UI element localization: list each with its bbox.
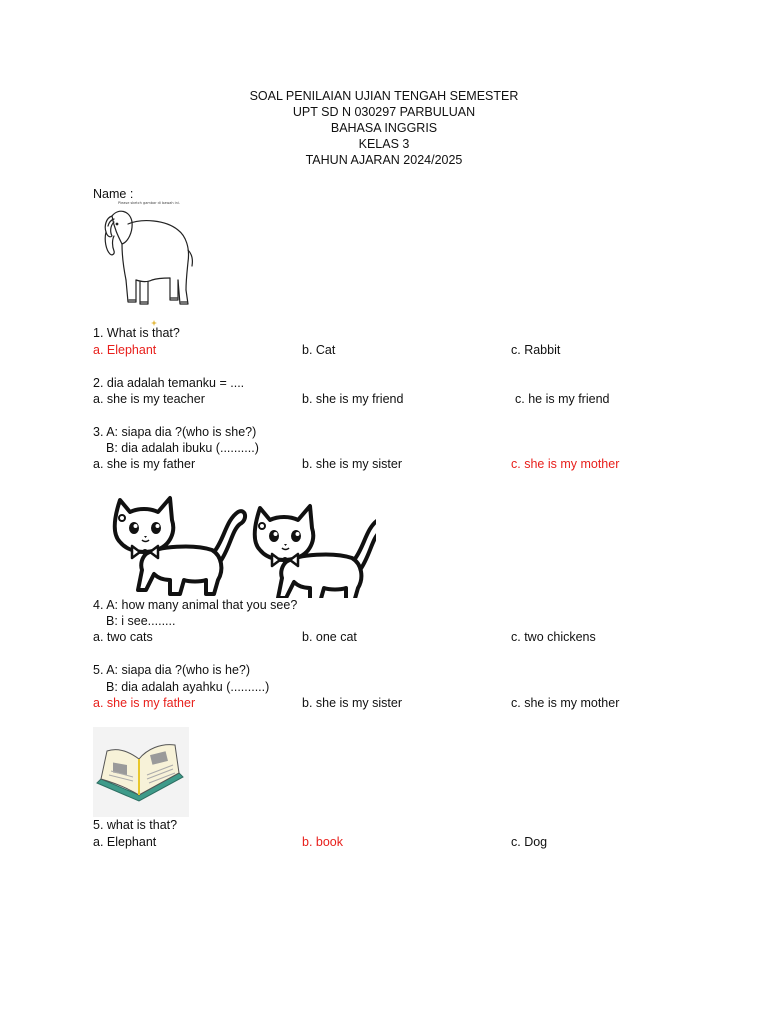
question-4-option-a: a. two cats — [93, 630, 153, 644]
question-4-prompt-b: B: i see........ — [106, 614, 176, 628]
question-2-option-a: a. she is my teacher — [93, 392, 205, 406]
question-6-option-a: a. Elephant — [93, 835, 157, 849]
question-3-option-a: a. she is my father — [93, 457, 196, 471]
question-2-prompt: 2. dia adalah temanku = .... — [93, 376, 245, 390]
question-3-option-b: b. she is my sister — [302, 457, 403, 471]
question-6-option-c: c. Dog — [511, 835, 548, 849]
question-1-prompt: 1. What is that? — [93, 326, 180, 340]
question-4-option-b: b. one cat — [302, 630, 357, 644]
question-3-prompt-b: B: dia adalah ibuku (..........) — [106, 441, 259, 455]
header-school: UPT SD N 030297 PARBULUAN — [292, 105, 476, 119]
question-2-option-b: b. she is my friend — [302, 392, 404, 406]
question-4-prompt: 4. A: how many animal that you see? — [93, 598, 298, 612]
cat-illustration — [96, 486, 376, 598]
question-5-prompt: 5. A: siapa dia ?(who is he?) — [93, 663, 251, 677]
elephant-caption: Please sketch gambar di bawah ini. — [118, 201, 180, 205]
question-1-option-c: c. Rabbit — [511, 343, 561, 357]
header-title: SOAL PENILAIAN UJIAN TENGAH SEMESTER — [249, 89, 519, 103]
question-5-option-a: a. she is my father — [93, 696, 196, 710]
question-5-option-c: c. she is my mother — [511, 696, 620, 710]
question-5-prompt-b: B: dia adalah ayahku (..........) — [106, 680, 270, 694]
header-class: KELAS 3 — [358, 137, 410, 151]
name-label: Name : — [93, 187, 134, 201]
question-6-prompt: 5. what is that? — [93, 818, 178, 832]
header-year: TAHUN AJARAN 2024/2025 — [305, 153, 463, 167]
question-1-option-a: a. Elephant — [93, 343, 157, 357]
elephant-illustration — [100, 200, 196, 312]
question-3-option-c: c. she is my mother — [511, 457, 620, 471]
question-6-option-b: b. book — [302, 835, 344, 849]
book-illustration — [93, 727, 189, 817]
question-2-option-c: c. he is my friend — [515, 392, 610, 406]
question-1-option-b: b. Cat — [302, 343, 336, 357]
question-4-option-c: c. two chickens — [511, 630, 596, 644]
question-3-prompt: 3. A: siapa dia ?(who is she?) — [93, 425, 257, 439]
question-5-option-b: b. she is my sister — [302, 696, 403, 710]
header-subject: BAHASA INGGRIS — [330, 121, 438, 135]
